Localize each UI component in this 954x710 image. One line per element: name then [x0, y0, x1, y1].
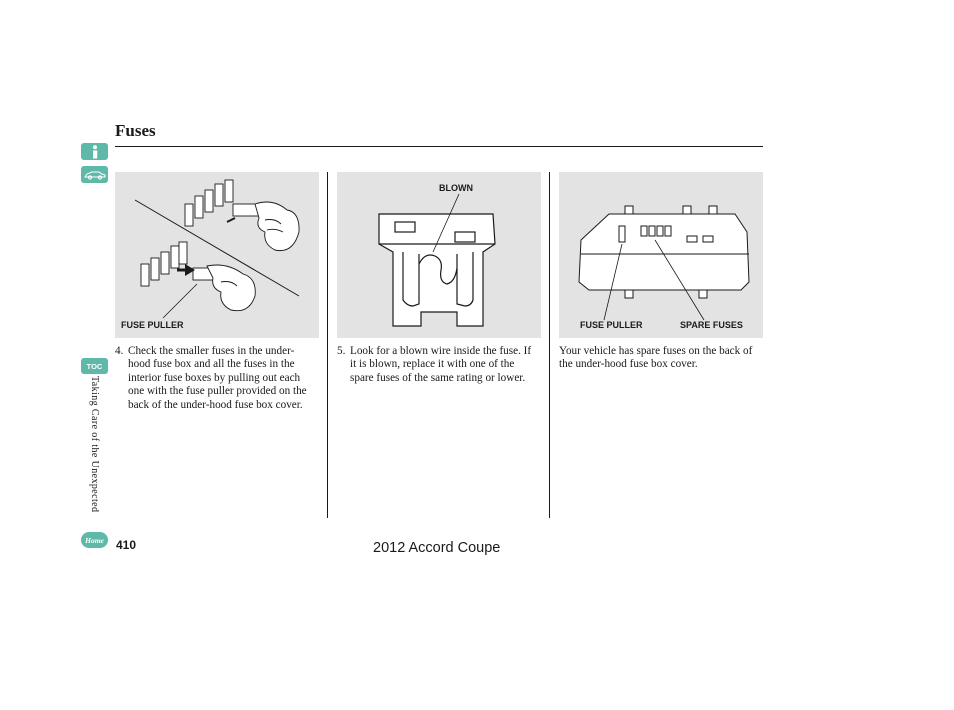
fuse-puller-location-callout: FUSE PULLER — [580, 320, 643, 330]
step-4-text-block — [115, 345, 315, 412]
page-number: 410 — [116, 538, 137, 552]
info-icon — [91, 145, 99, 159]
page-title: Fuses — [115, 121, 156, 140]
spare-fuses-text: Your vehicle has spare fuses on the back of the under-hood fuse box cover. — [559, 345, 753, 371]
blown-fuse-illustration — [337, 172, 541, 338]
step-number: 5. — [337, 345, 346, 357]
home-button[interactable] — [81, 532, 108, 548]
step-5-text-block — [337, 345, 537, 385]
step-text: Look for a blown wire inside the fuse. If it is blown, replace it with one of the spare fuses of the same rating or lower. — [350, 345, 532, 384]
title-divider — [115, 146, 763, 147]
column-divider — [549, 172, 550, 518]
toc-label: TOC — [86, 361, 103, 371]
section-label: Taking Care of the Unexpected — [89, 376, 100, 513]
fuse-puller-callout: FUSE PULLER — [121, 320, 184, 330]
figure-fuse-puller — [115, 172, 319, 338]
blown-callout: BLOWN — [439, 183, 473, 193]
step-number: 4. — [115, 345, 124, 357]
column-divider — [327, 172, 328, 518]
info-button[interactable] — [81, 143, 108, 160]
step-text: Check the smaller fuses in the under-hood fuse box and all the fuses in the interior fuse boxes by pulling out each one with the fuse puller provided on the back of the under-hood fuse box cover. — [128, 345, 307, 411]
fuse-puller-illustration — [115, 172, 319, 338]
fuse-box-cover-illustration — [559, 172, 763, 338]
spare-fuses-callout: SPARE FUSES — [680, 320, 743, 330]
figure-blown-fuse — [337, 172, 541, 338]
car-icon — [84, 170, 106, 180]
footer-model: 2012 Accord Coupe — [373, 540, 501, 556]
figure-fuse-box-cover — [559, 172, 763, 338]
home-label: Home — [85, 535, 104, 545]
car-button[interactable] — [81, 166, 108, 183]
toc-button[interactable] — [81, 358, 108, 374]
